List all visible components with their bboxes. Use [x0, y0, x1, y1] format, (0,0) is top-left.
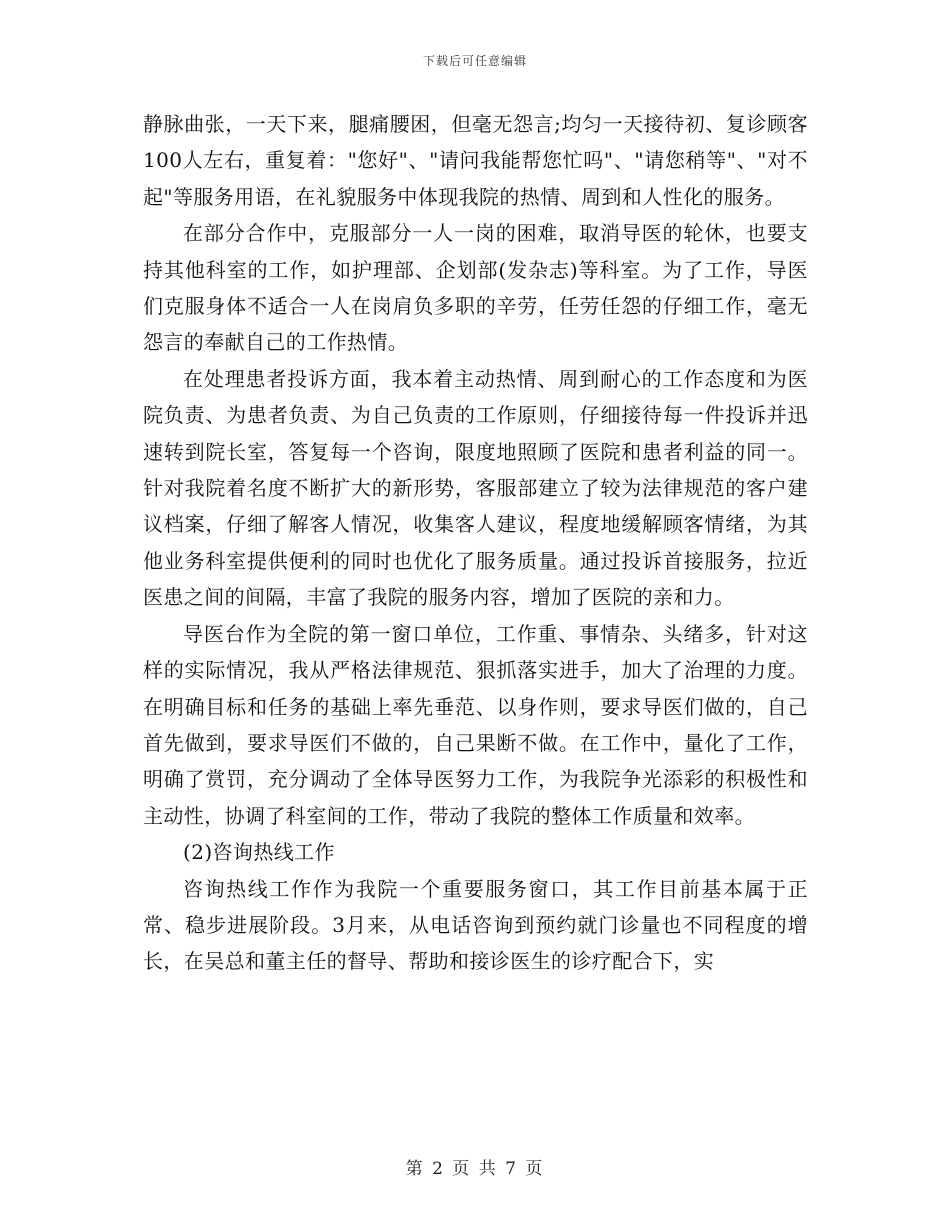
- paragraph-hotline: 咨询热线工作作为我院一个重要服务窗口，其工作目前基本属于正常、稳步进展阶段。3月来，从电话咨询到预约就门诊量也不同程度的增长，在吴总和董主任的督导、帮助和接诊医生的诊疗配合下，实: [143, 876, 808, 974]
- page-footer: 第 2 页 共 7 页: [405, 1159, 545, 1179]
- paragraph-guide-desk: 导医台作为全院的第一窗口单位，工作重、事情杂、头绪多，针对这样的实际情况，我从严格法律规范、狠抓落实进手，加大了治理的力度。在明确目标和任务的基础上率先垂范、以身作则，要求导医们做的，自己首先做到，要求导医们不做的，自己果断不做。在工作中，量化了工作，明确了赏罚，充分调动了全体导医努力工作，为我院争光添彩的积极性和主动性，协调了科室间的工作，带动了我院的整体工作质量和效率。: [143, 621, 808, 828]
- paragraph-continuation: 静脉曲张，一天下来，腿痛腰困，但毫无怨言;均匀一天接待初、复诊顾客100人左右，重复着："您好"、"请问我能帮您忙吗"、"请您稍等"、"对不起"等服务用语，在礼貌服务中体现我院的热情、周到和人性化的服务。: [143, 112, 808, 209]
- document-body: [143, 106, 808, 980]
- section-heading-hotline: (2)咨询热线工作: [183, 840, 335, 865]
- page-header: 下载后可任意编辑: [422, 54, 527, 68]
- paragraph-complaints: 在处理患者投诉方面，我本着主动热情、周到耐心的工作态度和为医院负责、为患者负责、为自己负责的工作原则，仔细接待每一件投诉并迅速转到院长室，答复每一个咨询，限度地照顾了医院和患者利益的同一。针对我院着名度不断扩大的新形势，客服部建立了较为法律规范的客户建议档案，仔细了解客人情况，收集客人建议，程度地缓解顾客情绪，为其他业务科室提供便利的同时也优化了服务质量。通过投诉首接服务，拉近医患之间的间隔，丰富了我院的服务内容，增加了医院的亲和力。: [143, 366, 808, 610]
- paragraph-cooperation: 在部分合作中，克服部分一人一岗的困难，取消导医的轮休，也要支持其他科室的工作，如护理部、企划部(发杂志)等科室。为了工作，导医们克服身体不适合一人在岗肩负多职的辛劳，任劳任怨的仔细工作，毫无怨言的奉献自己的工作热情。: [143, 221, 808, 355]
